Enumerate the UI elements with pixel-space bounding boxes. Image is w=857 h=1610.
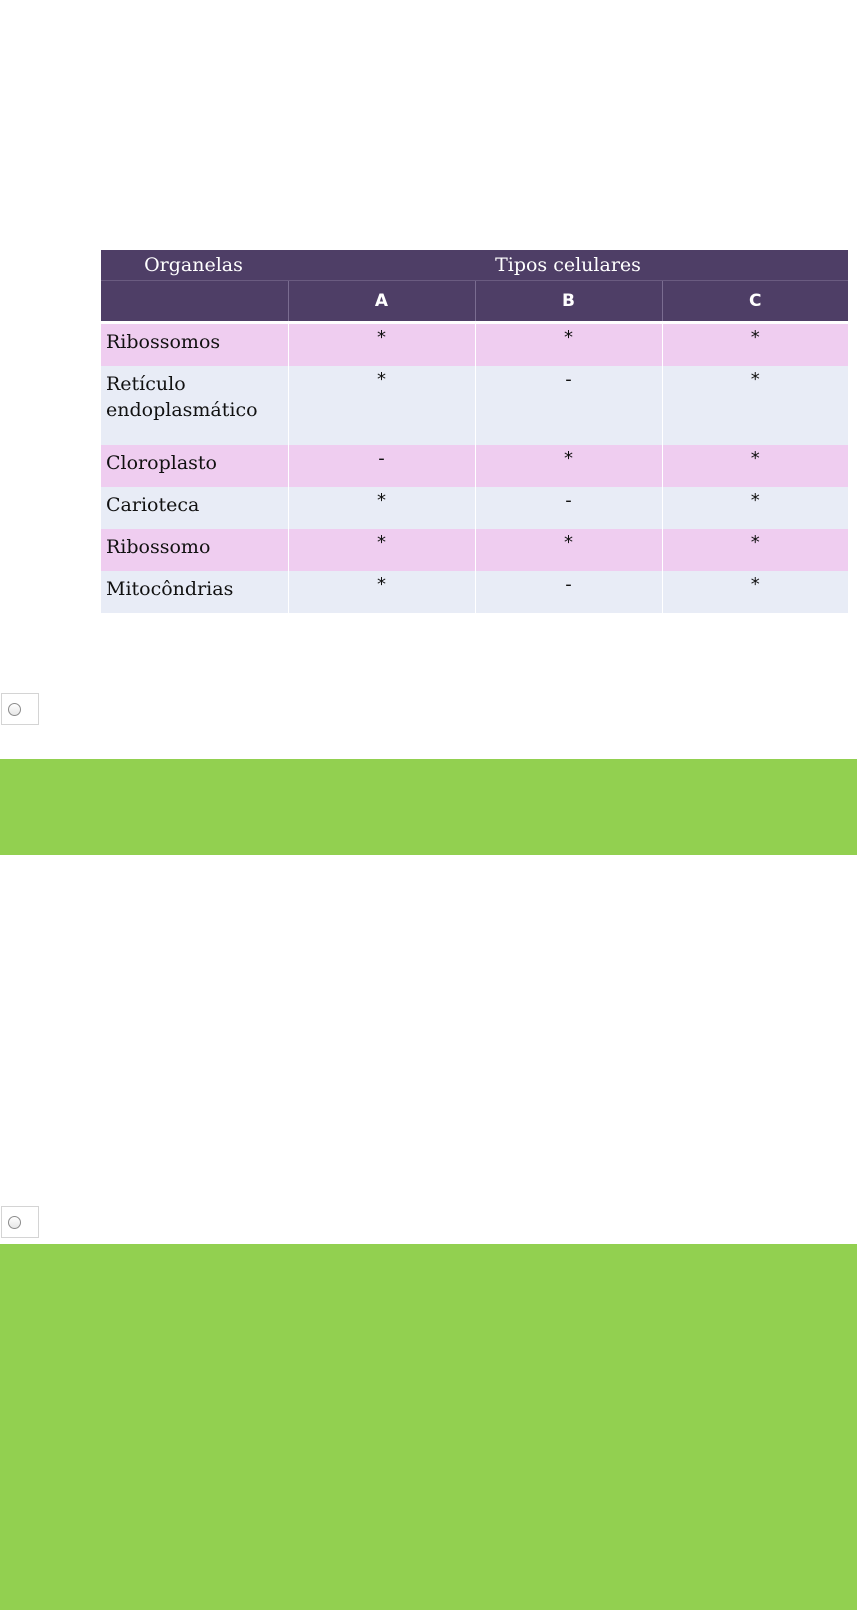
answer-option-1[interactable] (1, 693, 39, 725)
organelle-name: Retículo endoplasmático (101, 366, 288, 445)
tipos-celulares-header: Tipos celulares (288, 250, 848, 281)
answer-option-1-panel[interactable] (0, 759, 857, 855)
cell-b: - (475, 366, 662, 445)
table-row (101, 487, 848, 529)
cell-a: * (288, 366, 475, 445)
cell-c: * (662, 445, 848, 487)
cell-b: - (475, 487, 662, 529)
cell-a: - (288, 445, 475, 487)
organelas-header: Organelas (101, 250, 288, 281)
column-b-header: B (475, 281, 662, 323)
cell-c: * (662, 529, 848, 571)
organelle-name: Ribossomos (101, 323, 288, 367)
cell-b: - (475, 571, 662, 613)
cell-b: * (475, 445, 662, 487)
organelle-name: Carioteca (101, 487, 288, 529)
organelles-table-image (101, 250, 848, 613)
cell-a: * (288, 571, 475, 613)
cell-c: * (662, 571, 848, 613)
cell-b: * (475, 529, 662, 571)
organelle-name: Mitocôndrias (101, 571, 288, 613)
table-row (101, 445, 848, 487)
column-a-header: A (288, 281, 475, 323)
answer-option-2[interactable] (1, 1206, 39, 1238)
cell-c: * (662, 366, 848, 445)
cell-a: * (288, 529, 475, 571)
table-header-row (101, 250, 848, 281)
organelle-name: Cloroplasto (101, 445, 288, 487)
cell-a: * (288, 487, 475, 529)
table-row (101, 366, 848, 445)
cell-c: * (662, 487, 848, 529)
cell-c: * (662, 323, 848, 367)
organelles-table (101, 250, 848, 613)
answer-option-2-panel[interactable] (0, 1244, 857, 1610)
table-row (101, 529, 848, 571)
column-c-header: C (662, 281, 848, 323)
table-subheader-row (101, 281, 848, 323)
radio-button-1[interactable] (8, 703, 21, 716)
organelle-name: Ribossomo (101, 529, 288, 571)
table-row (101, 571, 848, 613)
cell-b: * (475, 323, 662, 367)
empty-header-cell (101, 281, 288, 323)
cell-a: * (288, 323, 475, 367)
radio-button-2[interactable] (8, 1216, 21, 1229)
table-row (101, 323, 848, 367)
